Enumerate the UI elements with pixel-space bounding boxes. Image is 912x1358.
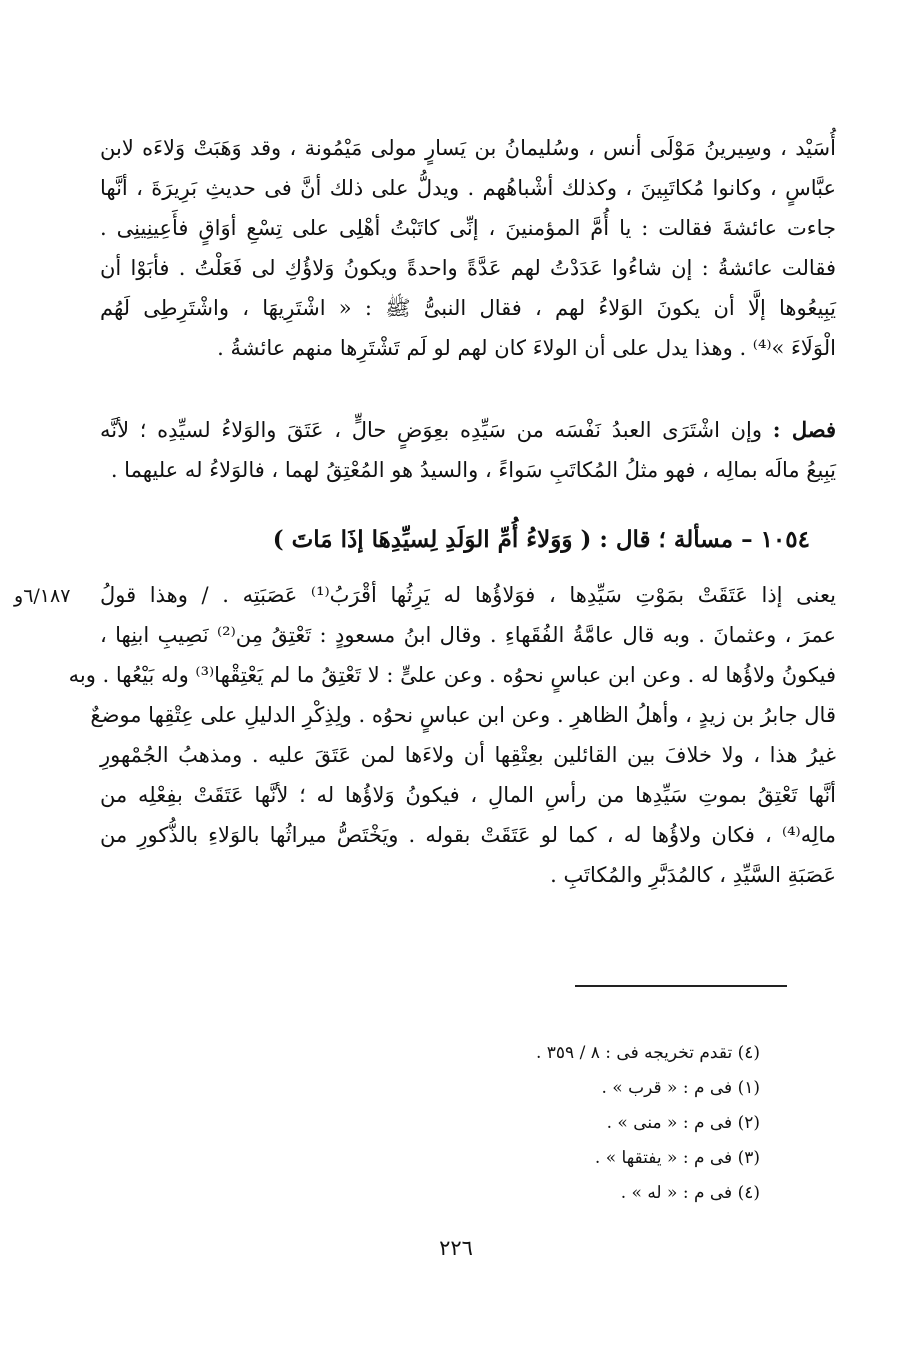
text-line: جاءت عائشةَ فقالت : يا أُمَّ المؤمنينَ ، إنِّى كاتَبْتُ أهْلِى على تِسْعِ أوَاقٍ فأَعِينِينِى . [100, 216, 836, 240]
fasl-paragraph [100, 410, 836, 490]
text-line: غيرُ هذا ، ولا خلافَ بين القائلين بعِتْقِها أن ولاءَها لمن عَتَقَ عليه . ومذهبُ الجُمْهورِ [100, 743, 836, 767]
text-line: قال جابرُ بن زيدٍ ، وأهلُ الظاهرِ . وعن ابن عباسٍ نحوُه . ولِذِكْرِ الدليلِ على عِتْقِها موضعٌ [90, 703, 836, 727]
text-line: الْوَلَاءَ »⁽⁴⁾ . وهذا يدل على أن الولاءَ كان لهم لو لَم تَشْتَرِها منهم عائشةُ . [217, 336, 836, 360]
footnotes [400, 1036, 760, 1211]
footnote: (٤) فى م : « له » . [620, 1183, 760, 1203]
page-number: ٢٢٦ [439, 1236, 473, 1260]
text-line: يعنى إذا عَتَقَتْ بمَوْتِ سَيِّدِها ، فوَلاؤُها له يَرِثُها أقْرَبُ⁽¹⁾ عَصَبَتِه . / وهذا قولُ [100, 583, 836, 607]
text-line: أُسَيْد ، وسِيرينُ مَوْلَى أنس ، وسُليمانُ بن يَسارٍ مولى مَيْمُونة ، وقد وَهَبَتْ وَلاءَه لابن [100, 136, 836, 160]
footnote: (١) فى م : « قرب » . [601, 1078, 760, 1098]
footnote: (٢) فى م : « منى » . [606, 1113, 760, 1133]
fasl-label: فصل : [772, 417, 836, 442]
fasl-line-text: وإن اشْتَرَى العبدُ نَفْسَه من سَيِّدِه بعِوَضٍ حالٍّ ، عَتَقَ والوَلاءُ لسيِّدِه ؛ لأنَّه [100, 418, 763, 442]
margin-reference: ٦/١٨٧و [14, 585, 71, 607]
intro-paragraph [100, 128, 836, 368]
masala-heading: ١٠٥٤ – مسألة ؛ قال : ( وَوَلاءُ أُمِّ الوَلَدِ لِسيِّدِهَا إذَا مَاتَ ) [272, 526, 810, 553]
text-line: يَبِيعُ مالَه بمالِه ، فهو مثلُ المُكاتَبِ سَواءً ، والسيدُ هو المُعْتِقُ لهما ، فالوَلاءُ له عليهما . [110, 458, 836, 482]
text-line: يَبِيعُوها إلَّا أن يكونَ الوَلاءُ لهم ، فقال النبىُّ ﷺ : « اشْتَرِيهَا ، واشْتَرِطِى لَهُم [100, 296, 836, 320]
footnote: (٤) تقدم تخريجه فى : ٨ / ٣٥٩ . [535, 1043, 760, 1063]
footnote: (٣) فى م : « يفتقها » . [594, 1148, 760, 1168]
text-line: فقالت عائشةُ : إن شاءُوا عَدَدْتُ لهم عَدَّةً واحدةً ويكونُ وَلاؤُكِ لى فَعَلْتُ . فأبَوْا أن [100, 256, 836, 280]
text-line: عمرَ ، وعثمانَ . وبه قال عامَّةُ الفُقَهاءِ . وقال ابنُ مسعودٍ : تَعْتِقُ مِن⁽²⁾ نَصِيبِ ابنِها ، [100, 623, 836, 647]
footnote-divider [575, 985, 787, 987]
text-line: عَصَبَةِ السَّيِّدِ ، كالمُدَبَّرِ والمُكاتَبِ . [550, 863, 836, 887]
fasl-first-line [100, 410, 836, 450]
text-line: عبَّاسٍ ، وكانوا مُكاتَبِينَ ، وكذلك أشْباهُهم . ويدلُّ على ذلك أنَّ فى حديثِ بَرِيرَةَ ، أنَّها [100, 176, 836, 200]
text-line: مالِه⁽⁴⁾ ، فكان ولاؤُها له ، كما لو عَتَقَتْ بقوله . ويَخْتَصُّ ميراثُها بالوَلاءِ بالذُّكورِ من [100, 823, 836, 847]
text-line: فيكونُ ولاؤُها له . وعن ابن عباسٍ نحوُه . وعن علىٍّ : لا تَعْتِقُ ما لم يَعْتِقْها⁽³⁾ وله بَيْعُها . وبه [68, 663, 836, 687]
text-line: أنَّها تَعْتِقُ بموتِ سَيِّدِها من رأسِ المالِ ، فيكونُ وَلاؤُها له ؛ لأنَّها عَتَقَتْ بفِعْلِه من [100, 783, 836, 807]
main-paragraph [68, 575, 836, 895]
